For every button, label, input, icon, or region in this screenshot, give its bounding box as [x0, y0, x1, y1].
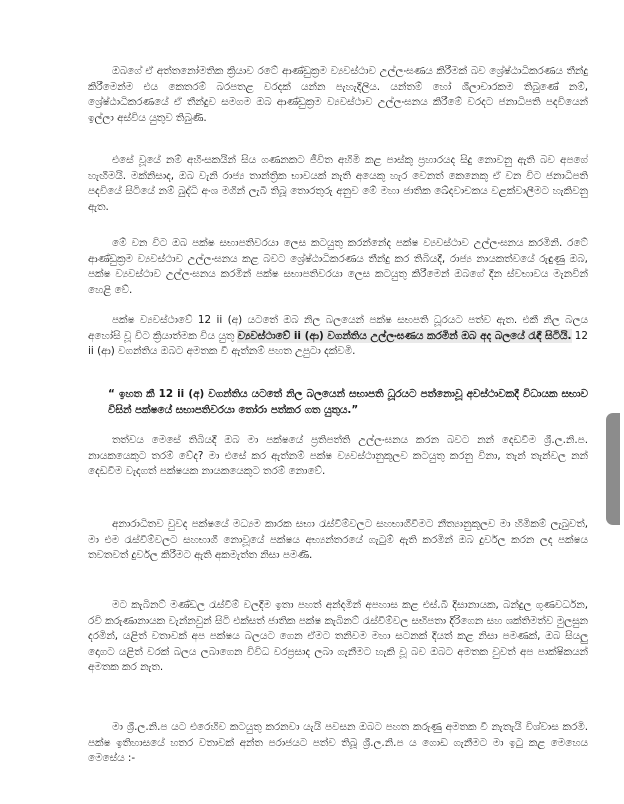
paragraph-8: [88, 720, 588, 767]
paragraph-4: [88, 313, 588, 360]
paragraph-7-text: මට කැබිනට් මණ්ඩල රැස්වීම් වලදීම ඉතා පහත් අන්දමින් අපහාස කළ එස්.බී දිසානායක, බන්දුල ගුණවර්ධන, රවි කරුණානායක වැන්නවුන් සිටි එක්සත් ජාතික පක්ෂ කැබිනට් රැස්වීම්වල සභිපතා දිරිගෙන සහ ශක්තිමත්ව මුලසුන දරමින්, යළිත් වතාවක් අප පක්ෂය බලයට ගෙන ඒමට තනිවම මහා සටනක් දියත් කළ නිසා පමණක්, ඔබ සියලු දොගට යළිත් වරක් බලය ලබාගෙන විවිධ වරප්‍රසාද ලබා ගැනීමට හැකි වූ බව ඔබට අමතක වුවත් අප පාක්ෂිකයන් අමතක කර නැත.: [88, 599, 588, 674]
paragraph-3-text: මේ වන විට ඔබ පක්ෂ සභාපතිවරයා ලෙස කටයුතු කරන්නේද පක්ෂ ව්‍යවස්ථාව උල්ලංඝනය කරමිනි. රටේ ආණ්ඩුක්‍රම ව්‍යවස්ථාව උල්ලංඝනය කළ බවට ශ්‍රේෂ්ඨාධිකරණය තීන්දු කර තිබියදී, රාජ්‍ය නායකත්වයේ රුඳුණු ඔබ, පක්ෂ ව්‍යවස්ථාව උල්ලංඝනය කරමින් පක්ෂ සභාපතිවරයා ලෙස කටයුතු කිරීමෙන් ඔබගේ දීන ස්වභාවය මැනවින් හෙළි වේ.: [88, 237, 588, 296]
paragraph-3: [88, 236, 588, 298]
highlighted-clause: ව්‍යවස්ථාවේ ii (ආ) වගන්තිය උල්ලංඝණය කරමින් ඔබ අද බලයේ රැඳී සිටියි.: [237, 329, 572, 342]
paragraph-6-text: අනාරාධිතව වුවද පක්ෂයේ මධ්‍යම කාරක සභා රැස්වීම්වලට සහභාගීවීමට නීත්‍යානුකූලව මා හිමිකම් ලැබුවත්, මා එම රැස්වීම්වලට සහභාගී නොවූයේ පක්ෂය අභ්‍යන්තරයේ ගැටුම් ඇති කරමින් ඔබ දුර්වල කරන ලද පක්ෂය තවතවත් දුර්වල කිරීමට ඇති අකමැත්ත නිසා පමණි.: [88, 518, 588, 562]
paragraph-2-text: එසේ වූයේ නම් අහිංසකයින් සිය ගණනකට ජීවිත අහිමි කළ පාස්කු ප්‍රහාරයද සිදු නොවනු ඇති බව අපගේ හැඟීමයි. මක්නිසාද, ඔබ වැනි රාජ්‍ය තාන්ත්‍රික භාවයක් නැති අයෙකු හැර වෙනත් කෙනෙකු ඒ වන විට ජනාධිපති පදවියේ සිටියේ නම් බුද්ධි අංශ මගින් ලැබී තිබූ තොරතුරු අනුව මේ මහා ජාතික ඛේදවාචකය වළක්වාලීමට හැකිවනු ඇත.: [88, 154, 588, 213]
paragraph-2: [88, 153, 588, 215]
paragraph-5-text: තත්වය මෙසේ තිබියදී ඔබ මා පක්ෂයේ ප්‍රතිපත්ති උල්ලංඝනය කරන බවට නන් දෙඩවීම ශ්‍රී.ල.නි.ප. නායකයෙකුට තරම් වේද? මා එසේ කර ඇත්නම් පක්ෂ ව්‍යවස්ථානුකූලව කටයුතු කරනු විනා, තැන් තැන්වල නන් දෙඩවීම වැදගත් පක්ෂයක නායකයෙකුට තරම් නොවේ.: [88, 434, 588, 478]
quoted-clause: [108, 387, 588, 418]
paragraph-7: [88, 598, 588, 676]
paragraph-4-text-before: පක්ෂ ව්‍යවස්ථාවේ 12 ii (අ) යටතේ ඔබ නිල බලයෙන් පක්ෂ සභපති ධූරයට පත්ව ඇත. එකී නිල බලය අහෝසි වූ විට ක්‍රියාත්මක විය යුතු: [88, 314, 588, 342]
paragraph-1: [88, 64, 588, 126]
paragraph-6: [88, 517, 588, 564]
quoted-clause-text: “ ඉහත කී 12 ii (අ) වගන්තිය යටතේ නිල බලයෙන් සභාපති ධූරයට පත්නොවූ අවස්ථාවකදී විධායක සභාව විසින් පක්ෂයේ සභාපතිවරයා තෝරා පත්කර ගත යුතුය.”: [108, 388, 588, 416]
paragraph-8-text: මා ශ්‍රී.ල.නි.ප යට එරෙහිව කටයුතු කරනවා යැයි පවසන ඔබට පහත කරුණු අමතක වී නැතැයි විශ්වාස කරමි. පක්ෂ ඉතිහාසයේ හතර වතාවක් අන්ත පරාජයට පත්ව තිබූ ශ්‍රී.ල.නි.ප ය ගොඩ ගැනීමට මා ඉටු කළ මෙහෙය මෙසේය :-: [88, 721, 588, 765]
paragraph-1-text: ඔබගේ ඒ අත්තනෝමතික ක්‍රියාව රටේ ආණ්ඩුක්‍රම ව්‍යවස්ථාව උල්ලංඝණය කිරීමක් බව ශ්‍රේෂ්ඨාධිකරණය තීන්දු කිරීමෙන්ම එය කෙතරම් බරපතළ වරදක් යන්න පැහැදිලිය. යන්තම් හෝ ශීලාචාරකම තිබුණේ නම්, ශ්‍රේෂ්ඨාධිකරණයේ ඒ තීන්දුව සමගම ඔබ ආණ්ඩුක්‍රම ව්‍යවස්ථාව උල්ලංඝනය කිරීමේ වරදට ජනාධිපති පදවියෙන් ඉල්ලා අස්විය යුතුව තිබුණි.: [88, 65, 588, 124]
paragraph-4-text-after: 12 ii (ආ) වගන්තිය ඔබට අමතක වී ඇත්නම් පහත උපුටා දක්වමි.: [88, 329, 588, 358]
scrollbar-thumb[interactable]: [606, 413, 620, 525]
paragraph-5: [88, 433, 588, 480]
